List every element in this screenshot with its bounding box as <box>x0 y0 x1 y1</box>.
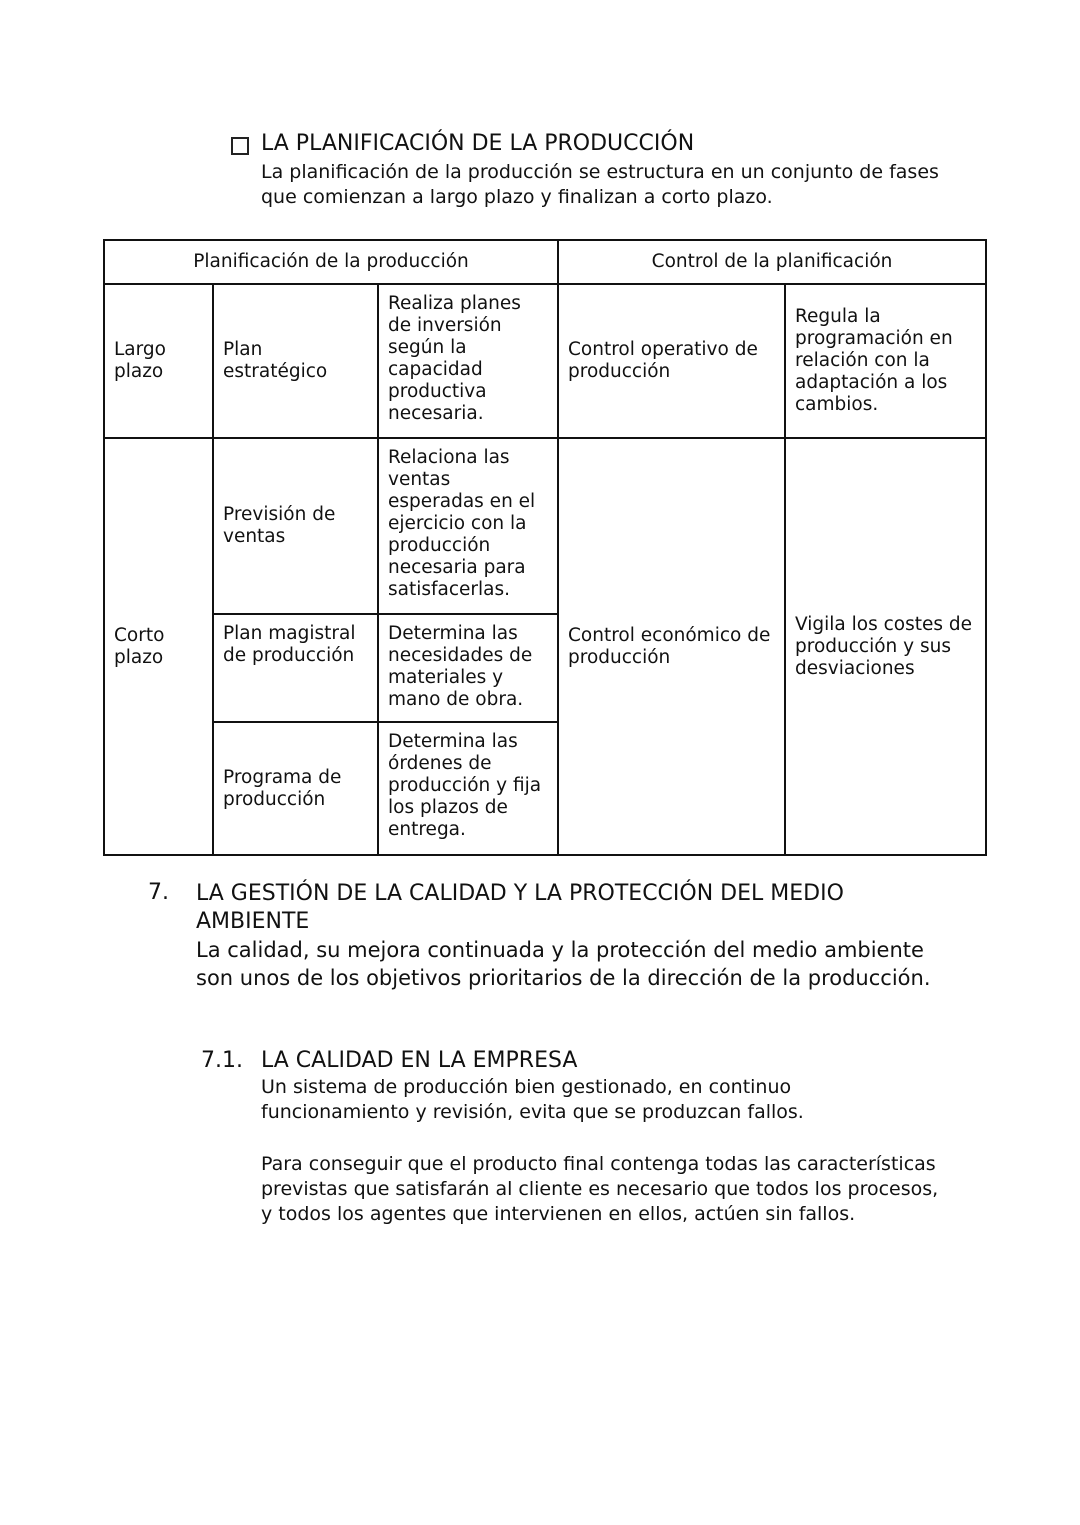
section71-number: 7.1. <box>201 1048 243 1073</box>
header-control: Control de la planificación <box>558 240 986 284</box>
cell-plan-estrategico-desc: Realiza planes de inversión según la capacidad productiva necesaria. <box>378 284 558 438</box>
cell-corto-plazo: Corto plazo <box>104 438 213 855</box>
section7-title-line1: LA GESTIÓN DE LA CALIDAD Y LA PROTECCIÓN DEL MEDIO <box>196 881 844 906</box>
section7-number: 7. <box>148 880 169 905</box>
planning-table <box>103 239 987 856</box>
cell-programa-produccion-desc: Determina las órdenes de producción y fija los plazos de entrega. <box>378 722 558 855</box>
cell-plan-magistral-desc: Determina las necesidades de materiales y mano de obra. <box>378 614 558 722</box>
cell-control-economico-desc: Vigila los costes de producción y sus desviaciones <box>785 438 986 855</box>
cell-plan-estrategico: Plan estratégico <box>213 284 378 438</box>
section7-title-line2: AMBIENTE <box>196 909 310 934</box>
header-planificacion: Planificación de la producción <box>104 240 558 284</box>
cell-plan-magistral: Plan magistral de producción <box>213 614 378 722</box>
cell-prevision-ventas: Previsión de ventas <box>213 438 378 614</box>
checkbox-icon[interactable] <box>231 137 249 155</box>
cell-programa-produccion: Programa de producción <box>213 722 378 855</box>
section71-para2: Para conseguir que el producto final contenga todas las características previstas que satisfarán al cliente es necesario que todos los procesos, y todos los agentes que intervienen en ellos, actúen sin fallos. <box>261 1153 939 1225</box>
section7-body: La calidad, su mejora continuada y la protección del medio ambiente son unos de los objetivos prioritarios de la dirección de la producción. <box>196 938 931 990</box>
cell-control-operativo-desc: Regula la programación en relación con la adaptación a los cambios. <box>785 284 986 438</box>
cell-control-economico: Control económico de producción <box>558 438 785 855</box>
cell-control-operativo: Control operativo de producción <box>558 284 785 438</box>
section71-para1: Un sistema de producción bien gestionado, en continuo funcionamiento y revisión, evita que se produzcan fallos. <box>261 1076 804 1123</box>
cell-prevision-ventas-desc: Relaciona las ventas esperadas en el ejercicio con la producción necesaria para satisfacerlas. <box>378 438 558 614</box>
cell-largo-plazo: Largo plazo <box>104 284 213 438</box>
section-body-planificacion: La planificación de la producción se estructura en un conjunto de fases que comienzan a largo plazo y finalizan a corto plazo. <box>261 161 939 208</box>
section-title-planificacion: LA PLANIFICACIÓN DE LA PRODUCCIÓN <box>261 131 695 156</box>
section71-title: LA CALIDAD EN LA EMPRESA <box>261 1048 578 1073</box>
